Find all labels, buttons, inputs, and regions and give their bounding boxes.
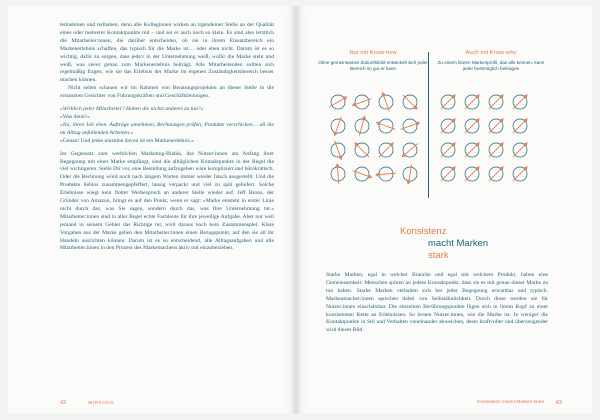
right-running-head: Konsistenz macht Marken stark <box>477 400 544 405</box>
left-arrow-cell <box>355 143 369 157</box>
left-arrow-cell <box>379 143 393 157</box>
right-arrow-cell <box>513 119 527 133</box>
left-paragraph-3: Im Gegensatz zum werblichen Marketing-Blabla, das Nutzer:innen am Anfang ihrer Begegnung mit einer Marke empfängt, sind die alltäglichen Kontaktpunkte in der Regel die viel wichtigeren. Stelle Dir vor, eine Bestellung aufzugeben wäre kompliziert und bürokratisch. Oder die Rechnung würd noch nach langem Warten immer wieder falsch ausgestellt. Und die Produkte lieblos zusammengepfeffert, lausig verpackt und viel zu spät geliefert. Solche Erlebnisse wiegt kein flotter Werbespruch an anderer Stelle wieder auf. Jeff Bezos, der Gründer von Amazon, bringt es auf den Punkt, wenn er sagt: »Marke entsteht in erster Linie nicht durch das, was Sie sagen, sondern durch das, was Ihre Unternehmung tut.« Mitarbeiter:innen sind in aller Regel echte Fachleute für ihre jeweilige Aufgabe. Aber nur weil jemand in seinem Gebiet das Richtige tut, wird daraus noch kein Zusammenspiel. Klare Vorgaben aus der Marke geben den Mitarbeiter:innen einen Bezugspunkt, auf den sie all ihr Handeln ausrichten können. Darum ist es so entscheidend, alle Alltagsaufgaben und alle Mitarbeiter:innen in den Prozess des Markemachens aktiv mit einzubeziehen. <box>60 150 274 252</box>
right-arrow-cell <box>489 167 503 181</box>
left-paragraph-2: Nicht selten schauen wir im Rahmen von Beratungsprojekten an dieser Stelle in die erstaunten Gesichter von Führungskräften und Geschäftsleitungen. <box>60 85 274 100</box>
arrow-grid-illustration <box>310 50 550 220</box>
dialog-line-2: »Was denn?« <box>60 113 90 120</box>
right-arrow-cell <box>465 143 479 157</box>
figure-right-title: Auch mit Know-why <box>465 50 517 56</box>
left-arrow-cell <box>329 95 346 109</box>
brand-statement <box>400 226 550 266</box>
brand-line-1: Konsistenz <box>400 226 447 237</box>
left-arrow-cell <box>379 93 393 112</box>
left-arrow-cell <box>353 95 372 109</box>
figure-right-caption: Zu einem klaren Markenprofil, das alle kennen, kann jeder bestmöglich beitragen <box>437 60 545 71</box>
right-body-text <box>326 272 548 335</box>
right-arrow-cell <box>513 95 527 109</box>
right-arrow-cell <box>441 167 455 181</box>
right-arrow-cell <box>465 95 479 109</box>
left-arrow-cell <box>355 116 369 135</box>
right-arrow-cell <box>465 167 479 181</box>
left-arrow-cell <box>331 141 345 160</box>
right-arrow-cell <box>465 119 479 133</box>
figure-left-caption: Ohne gemeinsames Zukunftsbild entwickelt sich jeder Bereich so gut er kann <box>318 60 428 71</box>
right-arrow-cell <box>441 143 455 157</box>
left-paragraph-1: teilnehmen und teilhaben, denn alle Kolleginnen wirken an irgendeiner Stelle an der Qualität eines oder mehrerer Kontaktpunkte mit – und sei er auch noch so klein. Es sind also letztlich die Mitarbeiter:innen, die darüber entscheiden, ob sie in ihrem Einsatzbereich ein Markenerlebnis schaffen, das typisch für die Marke ist… oder eben nicht. Darum ist es so wichtig, dafür zu sorgen, dass jede:r in der Unternehmung weiß, wofür die Marke steht und weiß, was sie/er genau zum Markenerlebnis beiträgt. Alle Mitarbeitenden sollten sich regelmäßig fragen, wie sie das Erlebnis der Marke im eigenen Zuständigkeitsbereich besser machen können. <box>60 22 274 84</box>
right-arrow-cell <box>441 95 455 109</box>
left-body-text <box>60 22 274 253</box>
right-paragraph: Starke Marken, egal in welcher Branche und egal mit welchem Produkt, haben eine Gemeinsamkeit: Menschen spüren an jedem Kontaktpunkt, dass sie es mit genau dieser Marke zu tun haben. Starke Marken verhalten sich bei jeder Begegnung erwartbar und typisch. Markenmacher:innen sprechen dabei von Selbstähnlichkeit. Durch diese werden sie für Nutzer:innen einschätzbar. Die einzelnen Berührungspunkte fügen sich in ihrem Kopf zu einer konsistenten Kette an Erlebnissen. So lernen Nutzer:innen, wie die Marke ist. Je weniger die Kontaktpunkte in Stil und Verhalten voneinander abweichen, desto kraftvoller und überzeugender wird dieses Bild. <box>326 272 548 334</box>
left-arrow-cell <box>403 95 417 109</box>
brand-line-3: stark <box>428 250 449 261</box>
left-arrow-cell <box>403 164 417 184</box>
right-arrow-cell <box>441 119 455 133</box>
left-arrow-cell <box>376 167 396 181</box>
left-arrow-cell <box>331 164 345 184</box>
dialog-line-4: »Genau! Und jedes einzelne davon ist ein Markenerlebnis.« <box>60 137 194 144</box>
left-arrow-cell <box>377 119 396 133</box>
right-page-number: 43 <box>555 400 562 406</box>
right-page <box>296 6 592 414</box>
right-arrow-cell <box>513 167 527 181</box>
right-arrow-cell <box>513 143 527 157</box>
right-arrow-cell <box>489 119 503 133</box>
left-page-number: 42 <box>60 400 67 406</box>
left-arrow-cell <box>402 143 417 157</box>
dialog-line-3: »Na, ihren Job eben. Aufträge annehmen, Rechnungen prüfen, Produkte verschicken… all die im Alltag anfallenden Arbeiten.« <box>60 121 274 136</box>
left-running-head: WIRKUNG <box>88 400 115 405</box>
comparison-figure <box>310 50 550 220</box>
right-arrow-cell <box>489 95 503 109</box>
left-arrow-cell <box>331 117 345 136</box>
dialog-line-1: »Wirklich jeder Mitarbeiter? Haben die nichts anderes zu tun?« <box>60 106 204 113</box>
brand-line-2: macht Marken <box>428 238 489 249</box>
left-arrow-cell <box>353 167 372 181</box>
left-page <box>8 6 296 414</box>
left-arrow-cell <box>401 119 420 133</box>
figure-left-title: Nur mit Know-how <box>349 50 397 56</box>
right-arrow-cell <box>489 143 503 157</box>
